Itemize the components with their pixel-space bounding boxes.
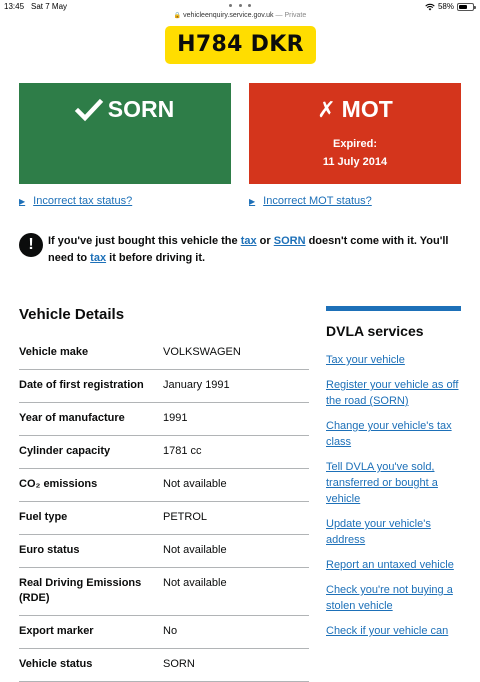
dvla-service-link[interactable]: Tell DVLA you've sold, transferred or bought a vehicle <box>326 461 438 505</box>
registration-plate: H784 DKR <box>165 26 316 64</box>
private-mode-label: Private <box>284 12 307 19</box>
incorrect-mot-text: Incorrect MOT status? <box>263 195 372 207</box>
vehicle-detail-key: Export marker <box>19 625 94 637</box>
vehicle-detail-key: Euro status <box>19 544 80 556</box>
vehicle-detail-value: No <box>163 625 178 637</box>
date: Sat 7 May <box>31 2 68 11</box>
vehicle-detail-value: January 1991 <box>163 379 230 391</box>
vehicle-detail-row <box>19 403 309 436</box>
vehicle-detail-key: Real Driving Emissions (RDE) <box>19 577 142 604</box>
vehicle-detail-value: Not available <box>163 577 227 589</box>
dvla-service-link[interactable]: Change your vehicle's tax class <box>326 420 452 448</box>
dvla-services-links <box>326 352 461 639</box>
vehicle-details-heading: Vehicle Details <box>19 306 125 323</box>
vehicle-detail-row <box>19 616 309 649</box>
checkmark-icon <box>76 99 102 121</box>
dvla-services-heading: DVLA services <box>326 323 424 339</box>
vehicle-details-list <box>19 337 309 682</box>
clock: 13:45 <box>4 2 25 11</box>
incorrect-tax-link[interactable] <box>19 195 132 207</box>
mot-status-panel <box>249 83 461 184</box>
vehicle-detail-row <box>19 649 309 682</box>
tax-link[interactable]: tax <box>90 252 107 264</box>
mot-status-label: MOT <box>341 96 393 122</box>
dvla-service-link[interactable]: Report an untaxed vehicle <box>326 559 454 571</box>
incorrect-mot-link[interactable] <box>249 195 372 207</box>
warning-text <box>48 233 464 267</box>
vehicle-detail-row <box>19 337 309 370</box>
incorrect-tax-text: Incorrect tax status? <box>33 195 133 207</box>
wifi-icon <box>425 3 435 11</box>
triangle-right-icon: ▶ <box>19 196 26 206</box>
vehicle-detail-row <box>19 469 309 502</box>
warning-notice <box>19 233 464 267</box>
warning-text-part: If you've just bought this vehicle the <box>48 235 241 247</box>
battery-icon <box>457 3 474 11</box>
tax-link[interactable]: tax <box>240 235 257 247</box>
vehicle-detail-value: VOLKSWAGEN <box>163 346 241 358</box>
dvla-service-link[interactable]: Register your vehicle as off the road (SORN) <box>326 379 459 407</box>
vehicle-detail-row <box>19 568 309 616</box>
status-icons <box>425 2 474 11</box>
multitasking-dots[interactable] <box>229 4 251 7</box>
warning-text-part: it before driving it. <box>106 252 206 264</box>
dvla-service-link[interactable]: Check if your vehicle can <box>326 625 449 637</box>
warning-text-part: doesn't come with it. You'll need to <box>48 235 449 264</box>
vehicle-detail-value: PETROL <box>163 511 208 523</box>
url-text: vehicleenquiry.service.gov.uk <box>183 12 274 19</box>
vehicle-detail-key: Date of first registration <box>19 379 144 391</box>
vehicle-detail-row <box>19 535 309 568</box>
mot-expired-label: Expired: <box>332 138 377 150</box>
battery-percent: 58% <box>437 2 454 11</box>
vehicle-detail-key: Year of manufacture <box>19 412 125 424</box>
dvla-service-link[interactable]: Update your vehicle's address <box>326 518 431 546</box>
cross-icon: ✗ <box>317 96 336 122</box>
mot-expired-date: 11 July 2014 <box>322 156 388 168</box>
sorn-link[interactable]: SORN <box>273 235 306 247</box>
exclamation-icon: ! <box>19 233 43 257</box>
url-separator: — <box>275 12 283 19</box>
vehicle-detail-value: Not available <box>163 544 227 556</box>
vehicle-detail-key: Vehicle status <box>19 658 93 670</box>
dvla-service-link[interactable]: Check you're not buying a stolen vehicle <box>326 584 453 612</box>
vehicle-detail-key: Fuel type <box>19 511 68 523</box>
warning-text-part: or <box>256 235 274 247</box>
vehicle-detail-value: 1781 cc <box>163 445 202 457</box>
dvla-service-link[interactable]: Tax your vehicle <box>326 354 405 366</box>
dvla-services-sidebar <box>326 306 461 648</box>
vehicle-detail-key: Cylinder capacity <box>19 445 111 457</box>
address-bar[interactable] <box>0 12 480 24</box>
vehicle-detail-key: CO₂ emissions <box>19 478 98 490</box>
vehicle-detail-value: 1991 <box>163 412 188 424</box>
tax-status-label: SORN <box>107 96 175 122</box>
triangle-right-icon: ▶ <box>249 196 256 206</box>
vehicle-detail-row <box>19 436 309 469</box>
vehicle-detail-key: Vehicle make <box>19 346 89 358</box>
tax-status-panel <box>19 83 231 184</box>
vehicle-detail-row <box>19 370 309 403</box>
vehicle-detail-value: Not available <box>163 478 227 490</box>
vehicle-detail-value: SORN <box>163 658 195 670</box>
vehicle-detail-row <box>19 502 309 535</box>
lock-icon: 🔒 <box>173 13 182 19</box>
